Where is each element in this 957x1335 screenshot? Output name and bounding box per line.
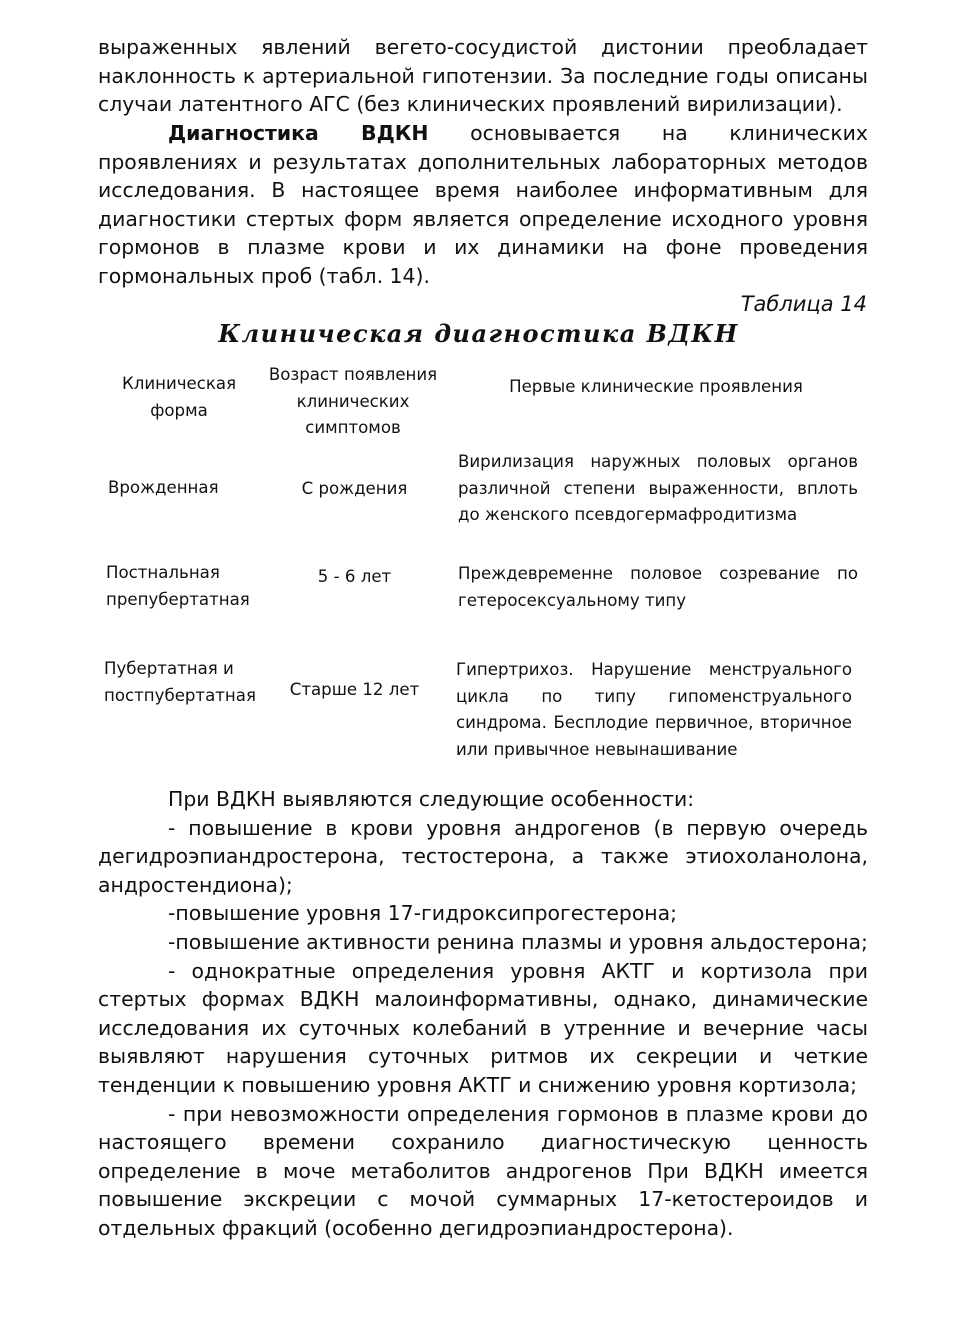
- table-cell-manifestations: Вирилизация наружных половых органов различной степени выраженности, вплоть до женского псевдогермафродитизма: [458, 452, 858, 524]
- feature-item: -повышение уровня 17-гидроксипрогестерона;: [168, 901, 677, 926]
- feature-item: - однократные определения уровня АКТГ и кортизола при стертых формах ВДКН малоинформативны, однако, динамические исследования их суточных колебаний в утренние и вечерние часы выявляют нарушения суточных ритмов их секреции и четкие тенденции к повышению уровня АКТГ и снижению уровня кортизола;: [98, 958, 868, 1097]
- table-cell-form: Пубертатная и постпубертатная: [104, 659, 256, 705]
- table-header-age: Возраст появления клинических симптомов: [268, 365, 438, 437]
- table-cell-age: 5 - 6 лет: [317, 567, 392, 586]
- feature-item: - при невозможности определения гормонов в плазме крови до настоящего времени сохранило диагностическую ценность определение в моче метаболитов андрогенов При ВДКН имеется повышение экскреции с мочой суммарных 17-кетостероидов и отдельных фракций (особенно дегидроэпиандростерона).: [98, 1101, 868, 1240]
- diagnostics-heading: Диагностика ВДКН: [168, 121, 429, 145]
- table-cell-manifestations: Гипертрихоз. Нарушение менструального цикла по типу гипоменструального синдрома. Бесплодие первичное, вторичное или привычное невынашивание: [456, 660, 852, 759]
- features-intro: При ВДКН выявляются следующие особенности:: [168, 787, 695, 811]
- table-title: Клиническая диагностика ВДКН: [218, 319, 739, 348]
- table-caption: Таблица 14: [740, 292, 867, 316]
- diagnostics-paragraph: [98, 119, 868, 291]
- table-cell-age: С рождения: [301, 479, 408, 498]
- feature-item: -повышение активности ренина плазмы и уровня альдостерона;: [168, 929, 868, 954]
- diagnostics-body: основывается на клинических проявлениях и результатах дополнительных лабораторных методов исследования. В настоящее время наиболее информативным для диагностики стертых форм является определение исходного уровня гормонов в плазме крови и их динамики на фоне проведения гормональных проб (табл. 14).: [98, 121, 868, 288]
- table-cell-age: Старше 12 лет: [289, 680, 420, 699]
- feature-item: - повышение в крови уровня андрогенов (в первую очередь дегидроэпиандростерона, тестостерона, а также этиохоланолона, андростендиона);: [98, 815, 868, 897]
- features-section: [98, 785, 868, 1243]
- table-cell-manifestations: Преждевременне половое созревание по гетеросексуальному типу: [458, 564, 858, 610]
- table-cell-form: Постнальная препубертатная: [106, 563, 250, 609]
- table-header-manifestations: Первые клинические проявления: [509, 377, 803, 396]
- table-header-form: Клиническая форма: [121, 374, 237, 420]
- table-cell-form: Врожденная: [108, 478, 219, 497]
- intro-paragraph: выраженных явлений вегето-сосудистой дистонии преобладает наклонность к артериальной гипотензии. За последние годы описаны случаи латентного АГС (без клинических проявлений вирилизации).: [98, 35, 868, 117]
